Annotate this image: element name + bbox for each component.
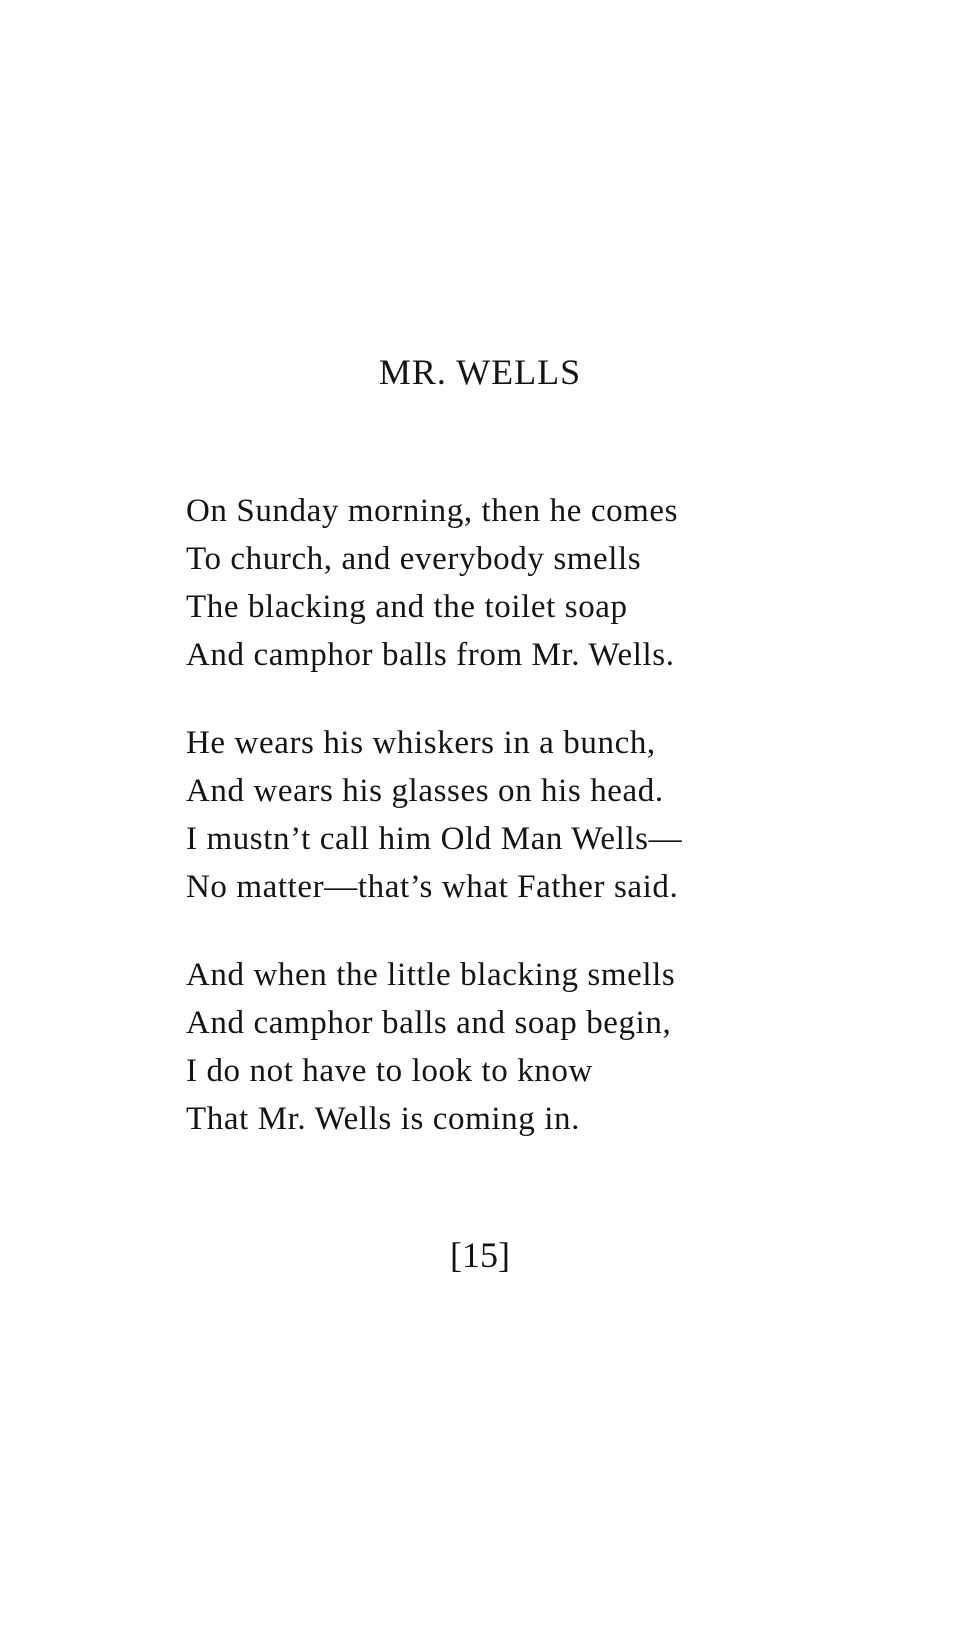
stanza-2 (186, 719, 806, 911)
poem-line: And camphor balls and soap begin, (186, 1005, 672, 1041)
poem-line: The blacking and the toilet soap (186, 589, 628, 625)
poem-line: On Sunday morning, then he comes (186, 493, 679, 529)
poem-line: No matter—that’s what Father said. (186, 869, 679, 905)
stanza-1 (186, 487, 806, 679)
poem-body (186, 487, 806, 1183)
poem-title: MR. WELLS (378, 352, 582, 392)
poem-line: I mustn’t call him Old Man Wells— (186, 821, 683, 857)
poem-line: He wears his whiskers in a bunch, (186, 725, 656, 761)
poem-line: To church, and everybody smells (186, 541, 642, 577)
stanza-3 (186, 951, 806, 1143)
poem-line: And when the little blacking smells (186, 957, 676, 993)
page-number: [15] (450, 1235, 510, 1275)
poem-line: That Mr. Wells is coming in. (186, 1101, 580, 1137)
poem-line: And camphor balls from Mr. Wells. (186, 637, 675, 673)
poem-line: And wears his glasses on his head. (186, 773, 664, 809)
poem-line: I do not have to look to know (186, 1053, 593, 1089)
